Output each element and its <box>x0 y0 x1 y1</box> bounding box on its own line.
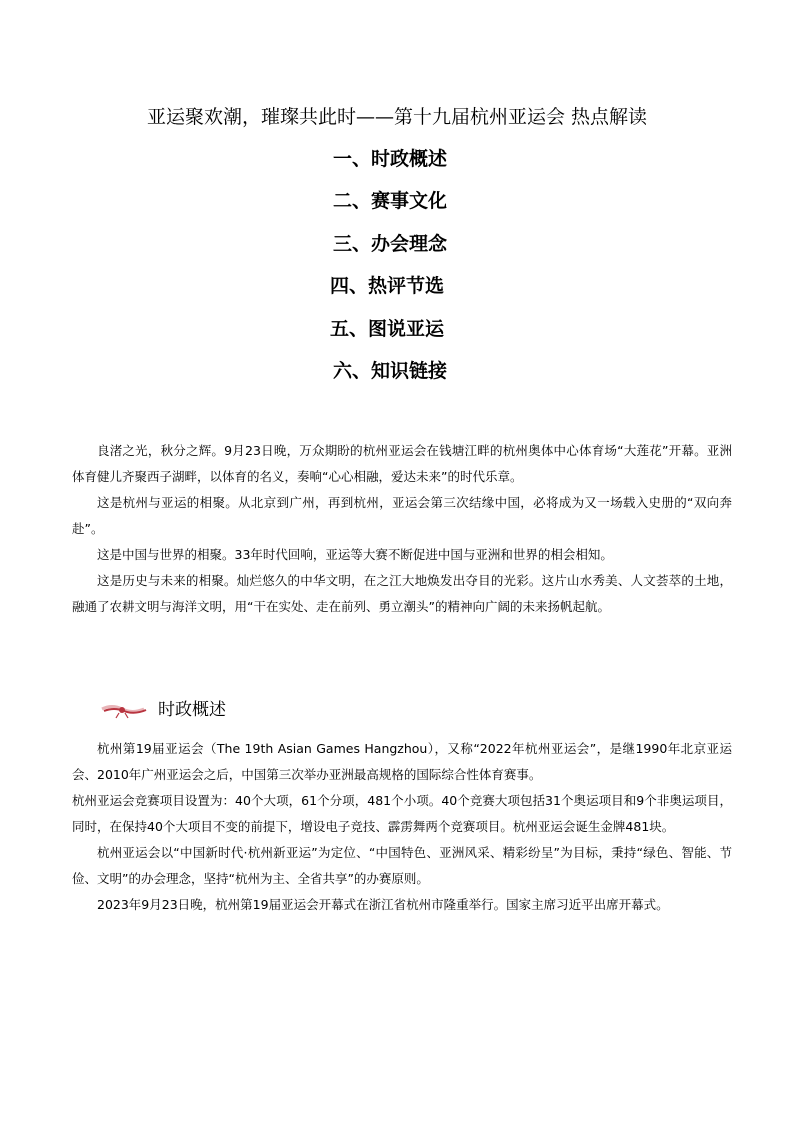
section-paragraph: 杭州第19届亚运会（The 19th Asian Games Hangzhou），又称“2022年杭州亚运会”，是继1990年北京亚运会、2010年广州亚运会之后，中国第三次举办亚洲最高规格的国际综合性体育赛事。 <box>72 741 732 782</box>
section-paragraph: 2023年9月23日晚，杭州第19届亚运会开幕式在浙江省杭州市隆重举行。国家主席习近平出席开幕式。 <box>97 897 669 912</box>
section-heading <box>100 697 226 723</box>
toc-item-1: 一、时政概述 <box>333 148 448 170</box>
intro-paragraph: 良渚之光，秋分之辉。9月23日晚，万众期盼的杭州亚运会在钱塘江畔的杭州奥体中心体育场“大莲花”开幕。亚洲体育健儿齐聚西子湖畔，以体育的名义，奏响“心心相融，爱达未来”的时代乐章。 <box>72 443 732 484</box>
section-heading-text: 时政概述 <box>158 700 226 720</box>
intro-paragraph: 这是杭州与亚运的相聚。从北京到广州，再到杭州，亚运会第三次结缘中国，必将成为又一场载入史册的“双向奔赴”。 <box>72 495 732 536</box>
section-paragraph: 杭州亚运会竞赛项目设置为：40个大项，61个分项，481个小项。40个竞赛大项包括31个奥运项目和9个非奥运项目，同时，在保持40个大项目不变的前提下，增设电子竞技、霹雳舞两个竞赛项目。杭州亚运会诞生金牌481块。 <box>72 793 732 834</box>
intro-paragraph: 这是中国与世界的相聚。33年时代回响，亚运等大赛不断促进中国与亚洲和世界的相会相知。 <box>97 547 613 562</box>
toc-item-3: 三、办会理念 <box>333 233 448 255</box>
toc-item-5: 五、图说亚运 <box>330 318 445 340</box>
document-title: 亚运聚欢潮，璀璨共此时——第十九届杭州亚运会 热点解读 <box>146 106 648 128</box>
toc-item-4: 四、热评节选 <box>330 275 445 297</box>
toc-item-2: 二、赛事文化 <box>333 190 448 212</box>
intro-paragraph: 这是历史与未来的相聚。灿烂悠久的中华文明，在之江大地焕发出夺目的光彩。这片山水秀美、人文荟萃的土地，融通了农耕文明与海洋文明，用“干在实处、走在前列、勇立潮头”的精神向广阔的未来扬帆起航。 <box>72 573 732 614</box>
toc-item-6: 六、知识链接 <box>333 360 448 382</box>
section-paragraph: 杭州亚运会以“中国新时代·杭州新亚运”为定位、“中国特色、亚洲风采、精彩纷呈”为目标，秉持“绿色、智能、节俭、文明”的办会理念，坚持“杭州为主、全省共享”的办赛原则。 <box>72 845 732 886</box>
section-body <box>72 736 732 918</box>
intro-section <box>72 438 732 620</box>
red-ribbon-decoration-icon <box>100 700 150 720</box>
